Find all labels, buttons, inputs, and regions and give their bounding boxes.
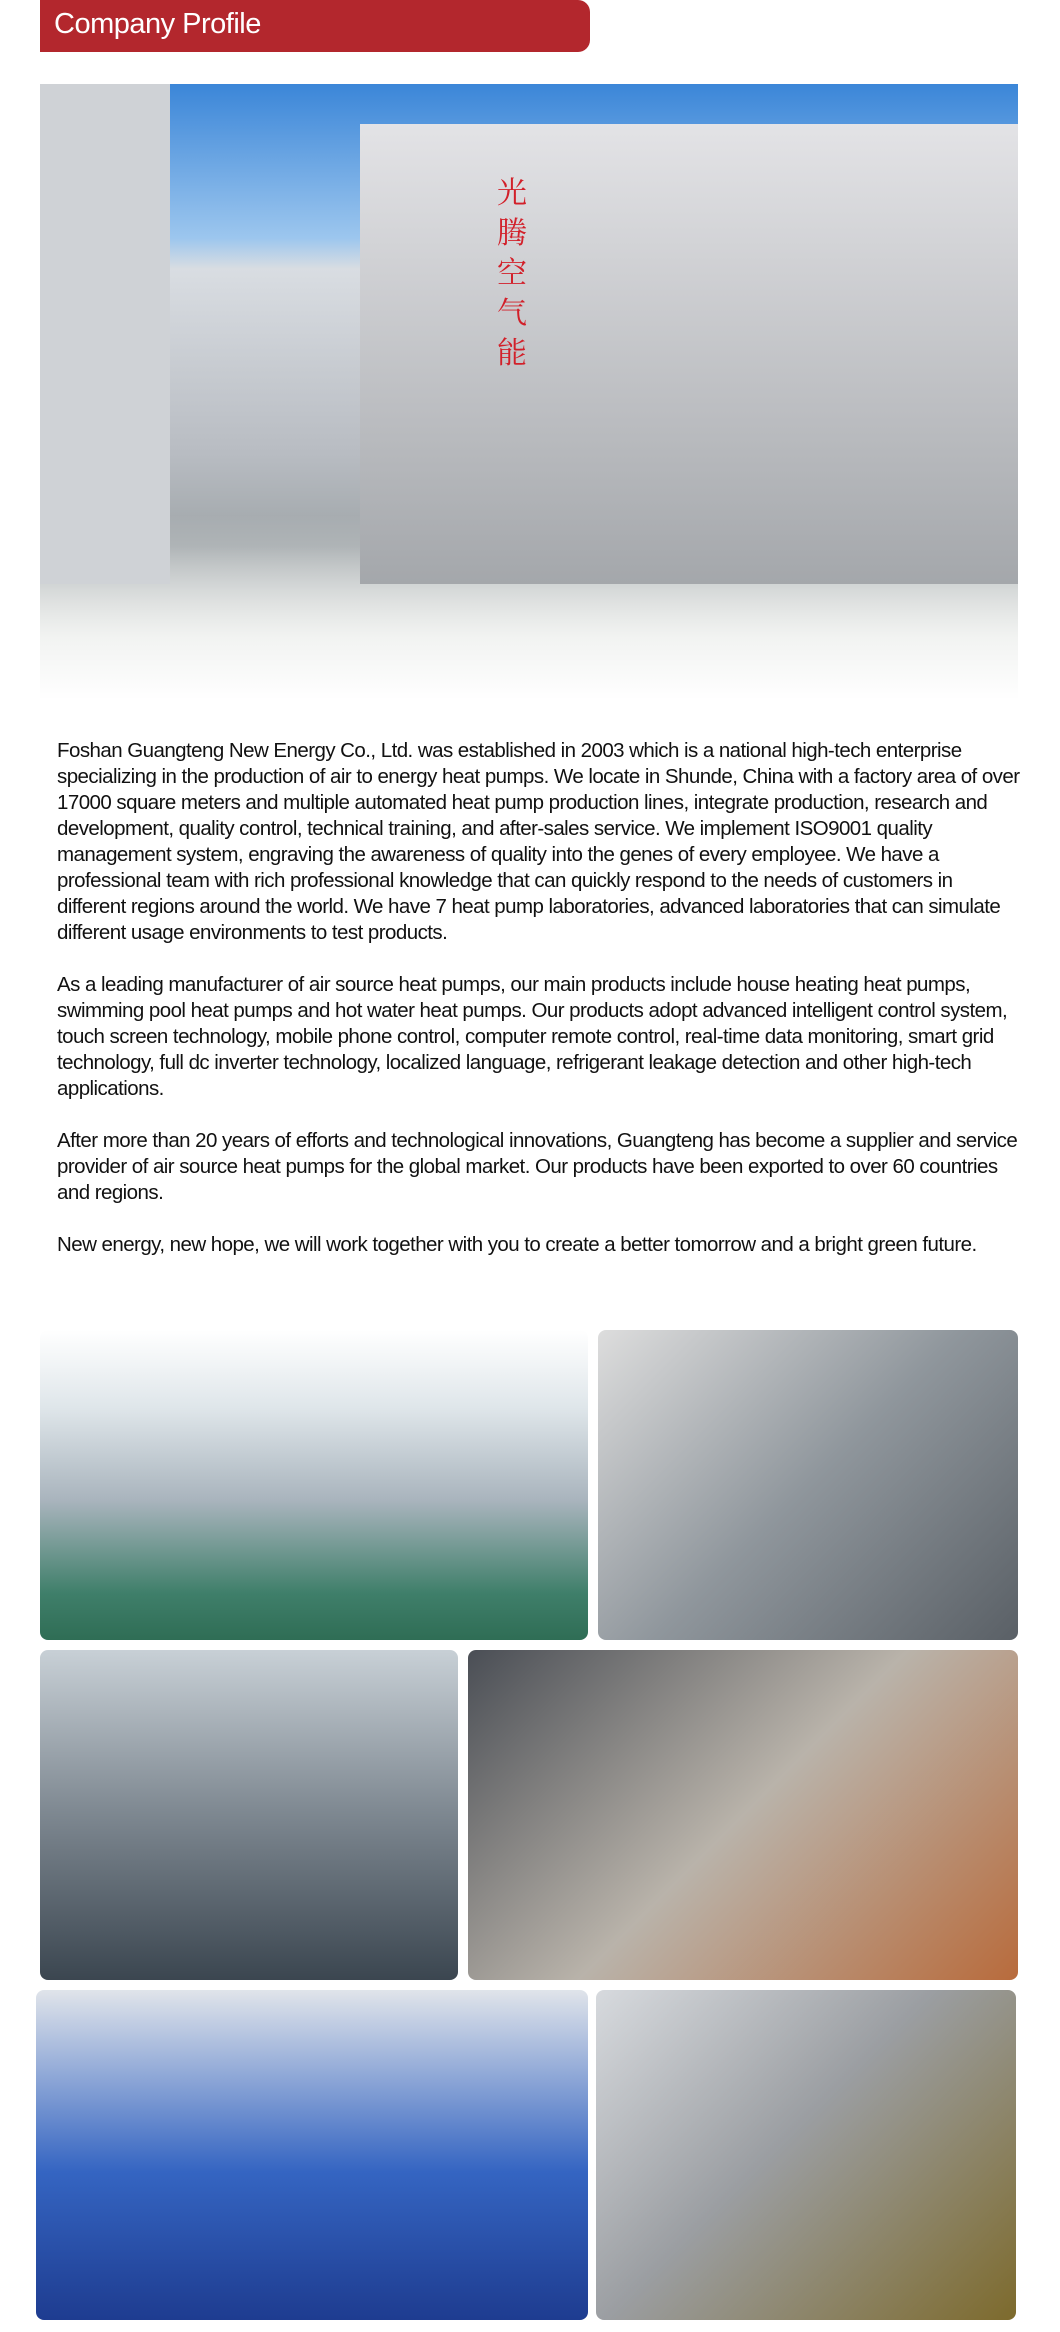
paragraph-history: After more than 20 years of efforts and technological innovations, Guangteng has become a supplier and service provider of air source heat pumps for the global market. Our products have been exported to over 60 countries and regions. (57, 1129, 1018, 1204)
section-title: Company Profile (54, 8, 261, 40)
paragraph-products: As a leading manufacturer of air source heat pumps, our main products include house heating heat pumps, swimming pool heat pumps and hot water heat pumps. Our products adopt advanced intelligent control system, touch screen technology, mobile phone control, computer remote control, real-time data monitoring, smart grid technology, full dc inverter technology, localized language, refrigerant leakage detection and other high-tech applications. (57, 973, 1008, 1100)
welding-photo (468, 1650, 1018, 1980)
section-header (40, 0, 590, 52)
finished-units-photo (596, 1990, 1016, 2320)
building-sign: 光腾空气能 (497, 176, 527, 371)
main-building (360, 124, 1018, 584)
worker-assembly-photo (598, 1330, 1018, 1640)
factory-building-photo (40, 84, 1018, 700)
testing-photo (40, 1650, 458, 1980)
paragraph-closing: New energy, new hope, we will work together with you to create a better tomorrow and a bright green future. (57, 1233, 977, 1256)
left-building (40, 84, 170, 584)
assembly-line-photo (36, 1990, 588, 2320)
company-description (57, 738, 1022, 1284)
production-line-photo (40, 1330, 588, 1640)
paragraph-intro: Foshan Guangteng New Energy Co., Ltd. was established in 2003 which is a national high-tech enterprise specializing in the production of air to energy heat pumps. We locate in Shunde, China with a factory area of over 17000 square meters and multiple automated heat pump production lines, integrate production, research and development, quality control, technical training, and after-sales service. We implement ISO9001 quality management system, engraving the awareness of quality into the genes of every employee. We have a professional team with rich professional knowledge that can quickly respond to the needs of customers in different regions around the world. We have 7 heat pump laboratories, advanced laboratories that can simulate different usage environments to test products. (57, 739, 1020, 944)
